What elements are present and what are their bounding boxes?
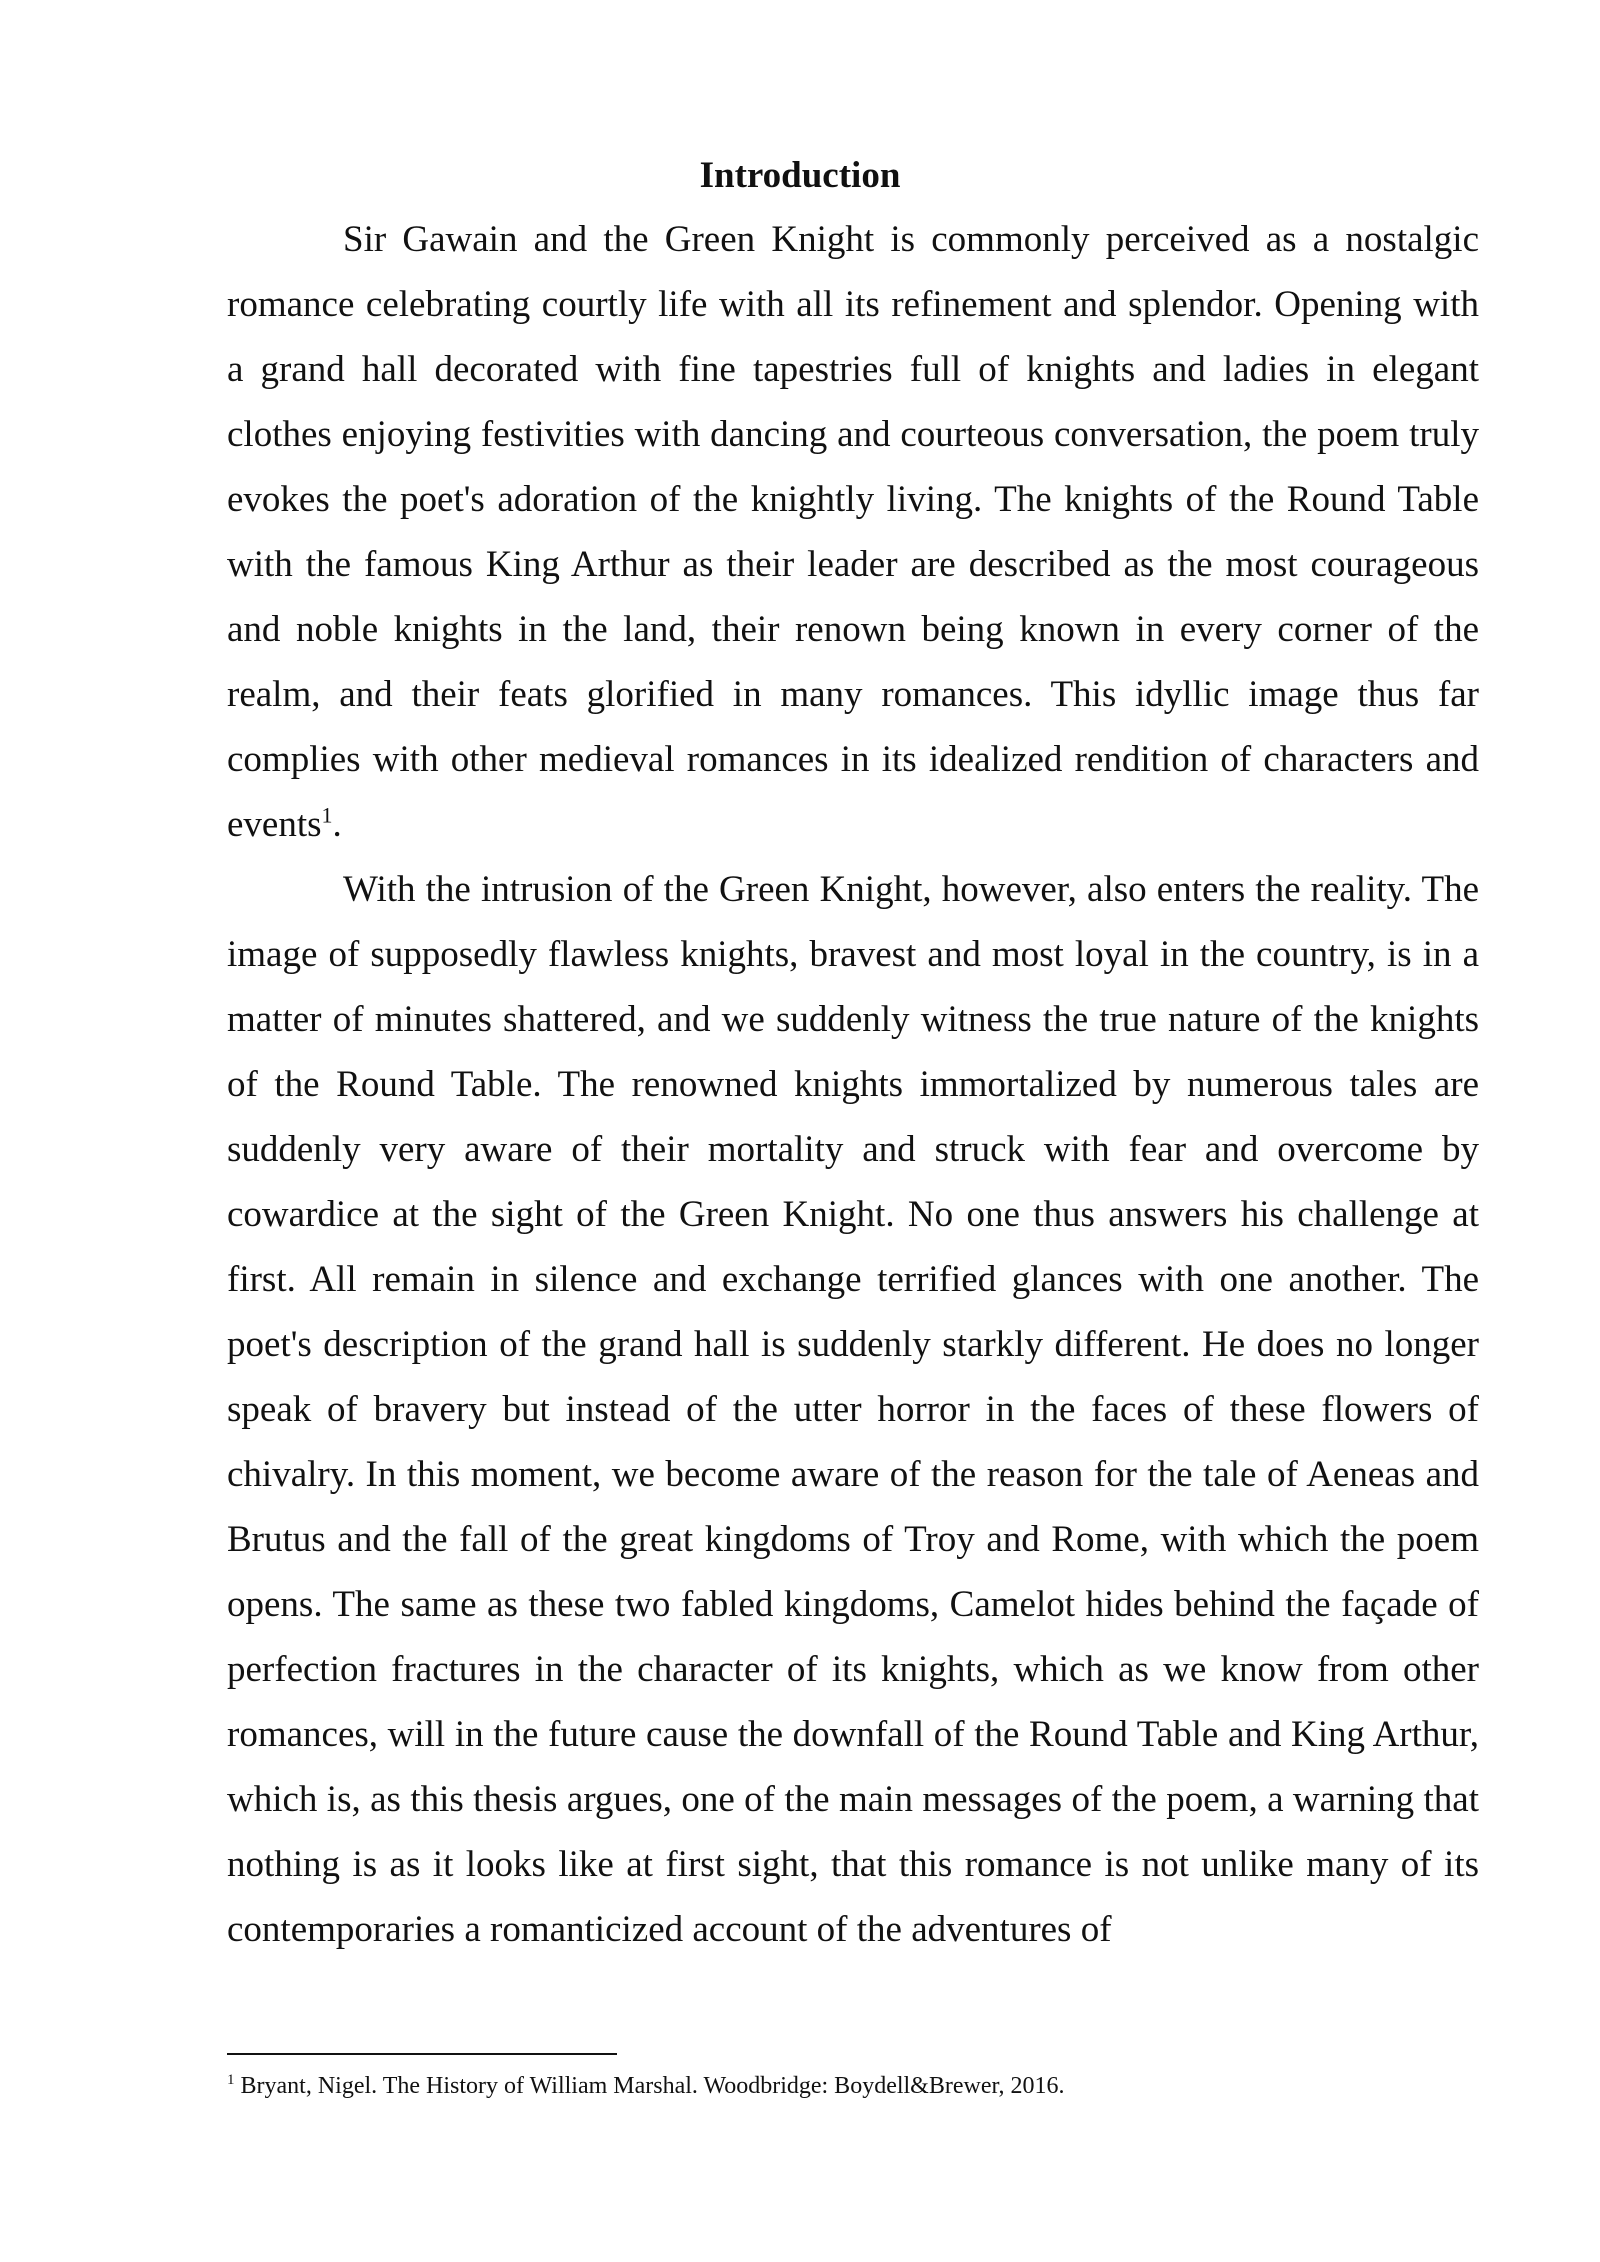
paragraph-1-end: .: [332, 804, 342, 845]
paragraph-2-text: With the intrusion of the Green Knight, however, also enters the reality. The image of supposedly flawless knights, bravest and most loyal in the country, is in a matter of minutes shattered, and we suddenly witness the true nature of the knights of the Round Table. The renowned knights immortalized by numerous tales are suddenly very aware of their mortality and struck with fear and overcome by cowardice at the sight of the Green Knight. No one thus answers his challenge at first. All remain in silence and exchange terrified glances with one another. The poet's description of the grand hall is suddenly starkly different. He does no longer speak of bravery but instead of the utter horror in the faces of these flowers of chivalry. In this moment, we become aware of the reason for the tale of Aeneas and Brutus and the fall of the great kingdoms of Troy and Rome, with which the poem opens. The same as these two fabled kingdoms, Camelot hides behind the façade of perfection fractures in the character of its knights, which as we know from other romances, will in the future cause the downfall of the Round Table and King Arthur, which is, as this thesis argues, one of the main messages of the poem, a warning that nothing is as it looks like at first sight, that this romance is not unlike many of its contemporaries a romanticized account of the adventures of: [227, 869, 1479, 1950]
footnote-number: 1: [227, 2072, 235, 2088]
footnote-text: Bryant, Nigel. The History of William Marshal. Woodbridge: Boydell&Brewer, 2016.: [240, 2073, 1065, 2099]
paragraph-1: [227, 207, 1479, 857]
footnote-reference[interactable]: 1: [321, 802, 333, 828]
body-text: [227, 207, 1479, 1962]
paragraph-1-text: Sir Gawain and the Green Knight is commonly perceived as a nostalgic romance celebrating courtly life with all its refinement and splendor. Opening with a grand hall decorated with fine tapestries full of knights and ladies in elegant clothes enjoying festivities with dancing and courteous conversation, the poem truly evokes the poet's adoration of the knightly living. The knights of the Round Table with the famous King Arthur as their leader are described as the most courageous and noble knights in the land, their renown being known in every corner of the realm, and their feats glorified in many romances. This idyllic image thus far complies with other medieval romances in its idealized rendition of characters and events: [227, 219, 1479, 845]
paragraph-2: [227, 857, 1479, 1962]
section-heading: Introduction: [699, 155, 901, 196]
footnote: [227, 2070, 1479, 2102]
footnote-separator: [227, 2053, 617, 2055]
